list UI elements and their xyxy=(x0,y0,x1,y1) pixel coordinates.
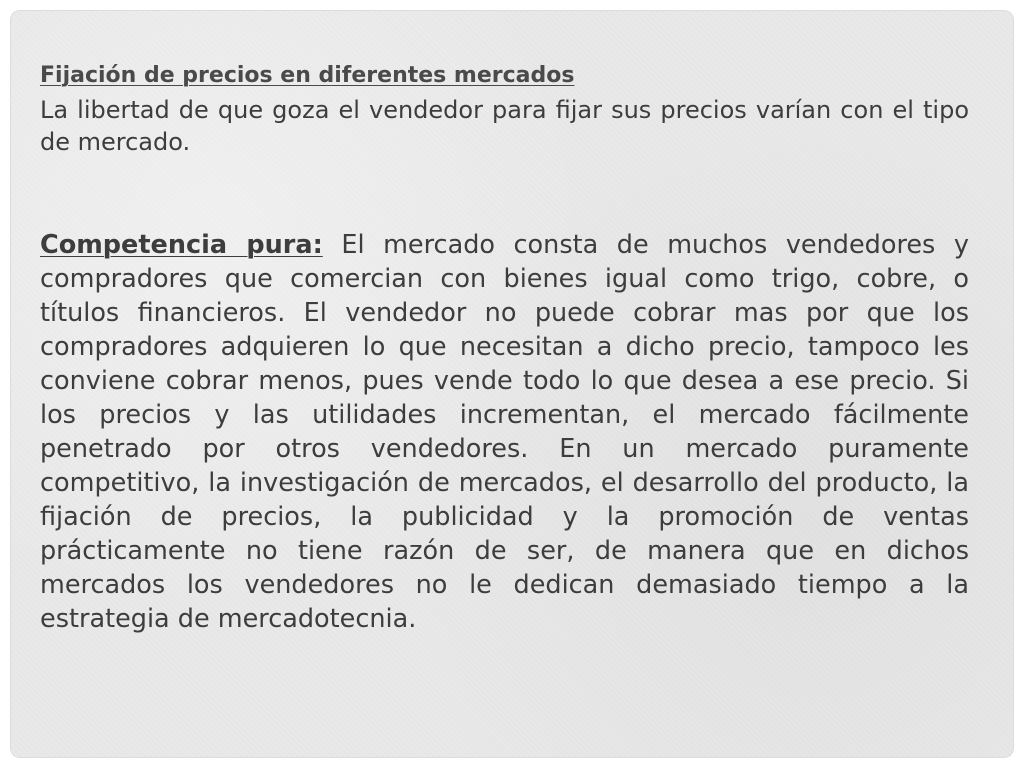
intro-paragraph: La libertad de que goza el vendedor para fijar sus precios varían con el tipo de mercado. xyxy=(40,96,969,156)
slide-content xyxy=(40,58,969,636)
slide-heading: Fijación de precios en diferentes mercados xyxy=(40,63,575,88)
body-paragraph xyxy=(40,228,969,636)
term-label: Competencia pura: xyxy=(40,230,323,260)
body-text: El mercado consta de muchos vendedores y compradores que comercian con bienes igual como trigo, cobre, o títulos financieros. El vendedor no puede cobrar mas por que los compradores adquieren lo que necesitan a dicho precio, tampoco les conviene cobrar menos, pues vende todo lo que desea a ese precio. Si los precios y las utilidades incrementan, el mercado fácilmente penetrado por otros vendedores. En un mercado puramente competitivo, la investigación de mercados, el desarrollo del producto, la fijación de precios, la publicidad y la promoción de ventas prácticamente no tiene razón de ser, de manera que en dichos mercados los vendedores no le dedican demasiado tiempo a la estrategia de mercadotecnia. xyxy=(40,230,969,634)
